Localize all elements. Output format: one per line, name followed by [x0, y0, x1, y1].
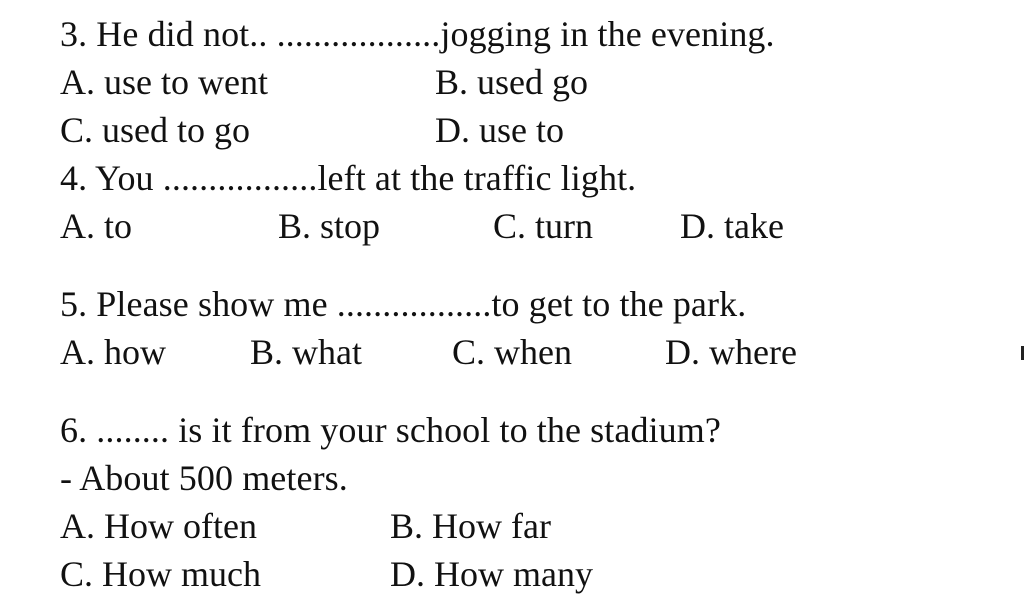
- question-5-option-a: A. how: [60, 332, 166, 372]
- question-5-stem: 5. Please show me .................to get to the park.: [60, 284, 747, 324]
- question-6-answer-hint: - About 500 meters.: [60, 458, 348, 498]
- question-4-option-c: C. turn: [493, 206, 594, 246]
- question-5-option-d: D. where: [665, 332, 797, 372]
- question-3-option-d: D. use to: [435, 110, 564, 150]
- question-4-option-a: A. to: [60, 206, 132, 246]
- question-3-option-b: B. used go: [435, 62, 588, 102]
- question-6-stem: 6. ........ is it from your school to the stadium?: [60, 410, 721, 450]
- question-6-option-a: A. How often: [60, 506, 257, 546]
- question-6-option-d: D. How many: [390, 554, 593, 594]
- question-3-stem: 3. He did not.. ..................jogging in the evening.: [60, 14, 775, 54]
- question-4-option-b: B. stop: [278, 206, 381, 246]
- question-4-stem: 4. You .................left at the traffic light.: [60, 158, 637, 198]
- question-5-option-b: B. what: [250, 332, 362, 372]
- question-6-option-c: C. How much: [60, 554, 261, 594]
- question-5-option-c: C. when: [452, 332, 572, 372]
- question-3-option-c: C. used to go: [60, 110, 251, 150]
- question-6-option-b: B. How far: [390, 506, 551, 546]
- question-4-option-d: D. take: [680, 206, 784, 246]
- question-3-option-a: A. use to went: [60, 62, 268, 102]
